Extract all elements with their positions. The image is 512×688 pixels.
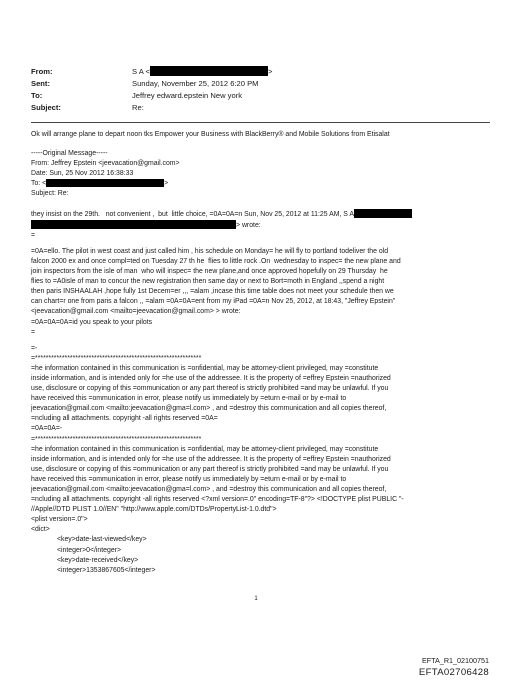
redaction-box xyxy=(46,179,164,187)
star-separator: =************************************************************** xyxy=(31,354,202,362)
email-body xyxy=(31,130,491,576)
from-value: S A < xyxy=(132,67,150,76)
equals-line: = xyxy=(31,231,36,239)
header-to-row xyxy=(31,90,491,102)
quote-line: they insist on the 29th. not convenient , but little choice, =0A=0A=n Sun, Nov 25, 2012 at 11:25 AM, S A xyxy=(31,209,491,220)
from-end: > xyxy=(267,67,273,76)
original-from: From: Jeffrey Epstein <jeevacation@gmail.com> xyxy=(31,160,180,168)
page-number: 1 xyxy=(254,596,258,602)
plist-block: <key>date-last-viewed</key> <integer>0</integer> <key>date-received</key> <integer>1353867605</integer> xyxy=(57,536,156,574)
header-sent-row xyxy=(31,78,491,90)
to-label: To: xyxy=(31,91,43,100)
original-message-heading: -----Original Message----- xyxy=(31,150,108,158)
subject-label: Subject: xyxy=(31,103,61,112)
header-subject-row xyxy=(31,102,491,114)
header-divider xyxy=(31,122,490,123)
sent-value: Sunday, November 25, 2012 6:20 PM xyxy=(132,79,259,88)
redaction-box xyxy=(354,209,412,218)
header-from-row xyxy=(31,66,491,78)
redaction-box xyxy=(31,220,236,229)
reply-line: Ok will arrange plane to depart noon tks Empower your Business with BlackBerry® and Mobile Solutions from Etisalat xyxy=(31,131,390,138)
original-subject: Subject: Re: xyxy=(31,190,69,198)
email-header xyxy=(31,66,491,114)
star-separator: =************************************************************** xyxy=(31,435,202,443)
bates-number-small: EFTA_R1_02100751 xyxy=(422,656,489,665)
to-value: Jeffrey edward.epstein New york xyxy=(132,91,243,100)
disclaimer-paragraph-2: =he information contained in this communication is =onfidential, may be attorney-client privileged, may =constitute inside information, and is intended only for =he use of the addressee. It is the property of =effrey Epstein =nauthorized use, disclosure or copying of this =ommunication or any part thereof is strictly prohibited =and may be unlawful. If you have received this =ommunication in error, please notify us immediately by =eturn e-mail or by e-mail to jeevacation@gmail.com <mailto:jeevacation@gma=l.com> , and =destroy this communication and all copies thereof, =ncluding all attachments. copyright -all rights reserved <?xml version=.0" encoding=TF-8"?> <!DOCTYPE plist PUBLIC "- //Apple//DTD PLIST 1.0//EN" "http://www.apple.com/DTDs/PropertyList-1.0.dtd"> <plist version=.0"> <dict> xyxy=(31,445,404,534)
quote-line-continued: > wrote: xyxy=(31,220,491,231)
equals-line: = xyxy=(31,328,36,336)
redaction-box xyxy=(150,66,268,76)
original-date: Date: Sun, 25 Nov 2012 16:38:33 xyxy=(31,170,134,178)
original-to: To: < > xyxy=(31,180,169,188)
sent-label: Sent: xyxy=(31,79,50,88)
pilot-paragraph: =0A=ello. The pilot in west coast and just called him , his schedule on Monday= he will fly to portland todeliver the old falcon 2000 ex and once compl=ted on Tuesday 27 th he flies to little rock .On wednesday to inspec= the new plane and join inspectors from the isle of man who will inspec= the new plane,and once approved hopefully on 29 Thursday he flies to =A0isle of man to concur the new registration then same day or next to Bort=moth in England ,,spend a night then paris INSHAALAH ,hope fully 1st Decem=er ,,, =alam ,incase this time table does not meet your schedule then we can chart=r one from paris a falcon ,, =alam =0A=0A=ent from my iPad =0A=n Nov 25, 2012, at 18:43, "Jeffrey Epstein" <jeevacation@gmail.com <mailto=jeevacation@gmail.com> > wrote: =0A=0A=0A=id you speak to your pilots xyxy=(31,247,401,326)
equals-dash-line: =- xyxy=(31,344,38,352)
from-label: From: xyxy=(31,67,53,76)
bates-number-large: EFTA02706428 xyxy=(418,667,489,678)
subject-value: Re: xyxy=(132,103,144,112)
disclaimer-paragraph: =he information contained in this communication is =onfidential, may be attorney-client privileged, may =constitute inside information, and is intended only for =he use of the addressee. It is the property of =effrey Epstein =nauthorized use, disclosure or copying of this =ommunication or any part thereof is strictly prohibited =and may be unlawful. If you have received this =ommunication in error, please notify us immediately by =eturn e-mail or by e-mail to jeevacation@gmail.com <mailto:jeevacation@gma=l.com> , and =destroy this communication and all copies thereof, =ncluding all attachments. copyright -all rights reserved =0A= =0A=0A=- xyxy=(31,364,391,433)
